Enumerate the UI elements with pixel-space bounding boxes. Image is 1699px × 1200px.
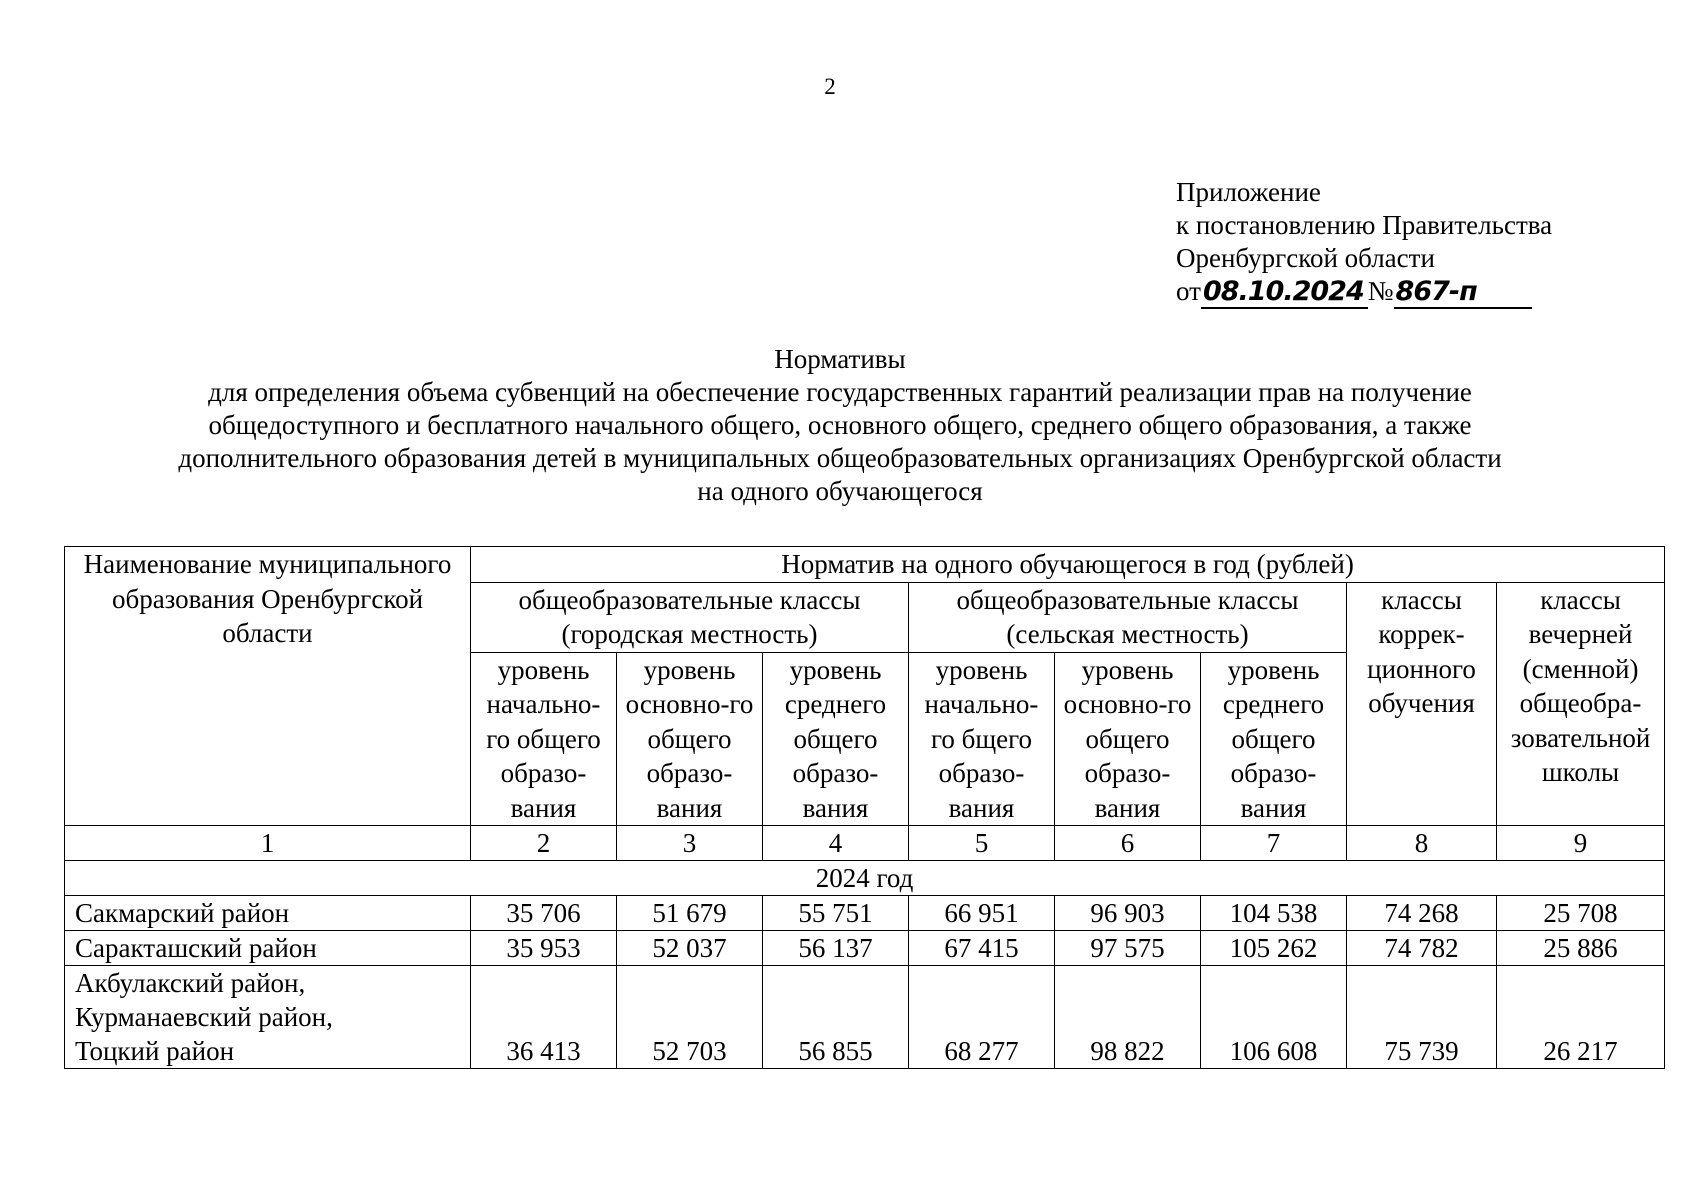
row-name: Сакмарский район <box>65 896 471 931</box>
page-number: 2 <box>824 74 836 99</box>
row-name: Саракташский район <box>65 931 471 966</box>
header-urban-secondary: уровень среднего общего образо-вания <box>763 652 909 826</box>
row-value: 75 739 <box>1347 966 1497 1069</box>
document-title <box>60 343 1620 508</box>
title-line-1: для определения объема субвенций на обеспечение государственных гарантий реализации прав на получение <box>208 377 1472 407</box>
row-value: 98 822 <box>1055 966 1201 1069</box>
column-index: 1 <box>65 826 471 861</box>
row-value: 104 538 <box>1201 896 1347 931</box>
row-value: 106 608 <box>1201 966 1347 1069</box>
title-line-4: на одного обучающегося <box>697 476 983 506</box>
column-index: 9 <box>1497 826 1665 861</box>
column-index: 2 <box>471 826 617 861</box>
row-value: 67 415 <box>909 931 1055 966</box>
header-urban-primary: уровень начально-го общего образо-вания <box>471 652 617 826</box>
appendix-date-line <box>1176 275 1552 309</box>
header-rural-basic: уровень основно-го общего образо-вания <box>1055 652 1201 826</box>
header-rural-secondary: уровень среднего общего образо-вания <box>1201 652 1347 826</box>
row-value: 66 951 <box>909 896 1055 931</box>
row-value: 51 679 <box>617 896 763 931</box>
column-index: 4 <box>763 826 909 861</box>
row-name-line: Акбулакский район, <box>75 968 306 998</box>
row-value: 25 708 <box>1497 896 1665 931</box>
table-row <box>65 966 1665 1069</box>
row-value: 26 217 <box>1497 966 1665 1069</box>
appendix-line-1: Приложение <box>1176 177 1321 207</box>
row-value: 55 751 <box>763 896 909 931</box>
appendix-line-3: Оренбургской области <box>1176 243 1435 273</box>
column-index: 6 <box>1055 826 1201 861</box>
row-value: 56 855 <box>763 966 909 1069</box>
header-urban-group: общеобразовательные классы (городская местность) <box>471 582 909 652</box>
header-rural-primary: уровень начально-го бщего образо-вания <box>909 652 1055 826</box>
header-evening-group: классы вечерней (сменной) общеобра-зовательной школы <box>1497 582 1665 826</box>
row-value: 25 886 <box>1497 931 1665 966</box>
title-line-3: дополнительного образования детей в муниципальных общеобразовательных организациях Оренбургской области <box>178 443 1502 473</box>
table-row <box>65 931 1665 966</box>
column-index: 5 <box>909 826 1055 861</box>
row-value: 52 037 <box>617 931 763 966</box>
norms-table <box>64 546 1665 1069</box>
date-prefix: от <box>1176 276 1201 306</box>
column-index: 7 <box>1201 826 1347 861</box>
row-value: 97 575 <box>1055 931 1201 966</box>
row-value: 68 277 <box>909 966 1055 1069</box>
header-name-cell: Наименование муниципального образования Оренбургской области <box>65 547 471 826</box>
header-norm-cell: Норматив на одного обучающегося в год (рублей) <box>471 547 1665 583</box>
row-value: 74 268 <box>1347 896 1497 931</box>
header-row-1 <box>65 547 1665 583</box>
appendix-block <box>1176 176 1552 309</box>
handwritten-date: 08.10.2024 <box>1201 277 1368 309</box>
header-urban-basic: уровень основно-го общего образо-вания <box>617 652 763 826</box>
table-row <box>65 896 1665 931</box>
row-name-line: Курманаевский район, <box>75 1002 333 1032</box>
column-index: 8 <box>1347 826 1497 861</box>
row-value: 36 413 <box>471 966 617 1069</box>
row-value: 105 262 <box>1201 931 1347 966</box>
row-value: 74 782 <box>1347 931 1497 966</box>
header-correction-group: классы коррек-ционного обучения <box>1347 582 1497 826</box>
column-index: 3 <box>617 826 763 861</box>
column-index-row <box>65 826 1665 861</box>
handwritten-number: 867-п <box>1394 277 1532 309</box>
row-name <box>65 966 471 1069</box>
row-value: 56 137 <box>763 931 909 966</box>
title-heading: Нормативы <box>774 344 906 374</box>
appendix-line-2: к постановлению Правительства <box>1176 210 1553 240</box>
number-prefix: № <box>1367 276 1394 306</box>
row-name-line: Тоцкий район <box>75 1036 235 1066</box>
row-value: 52 703 <box>617 966 763 1069</box>
row-value: 96 903 <box>1055 896 1201 931</box>
title-line-2: общедоступного и бесплатного начального общего, основного общего, среднего общего образования, а также <box>208 410 1472 440</box>
row-value: 35 706 <box>471 896 617 931</box>
row-value: 35 953 <box>471 931 617 966</box>
header-rural-group: общеобразовательные классы (сельская местность) <box>909 582 1347 652</box>
year-label: 2024 год <box>65 861 1665 896</box>
year-row <box>65 861 1665 896</box>
